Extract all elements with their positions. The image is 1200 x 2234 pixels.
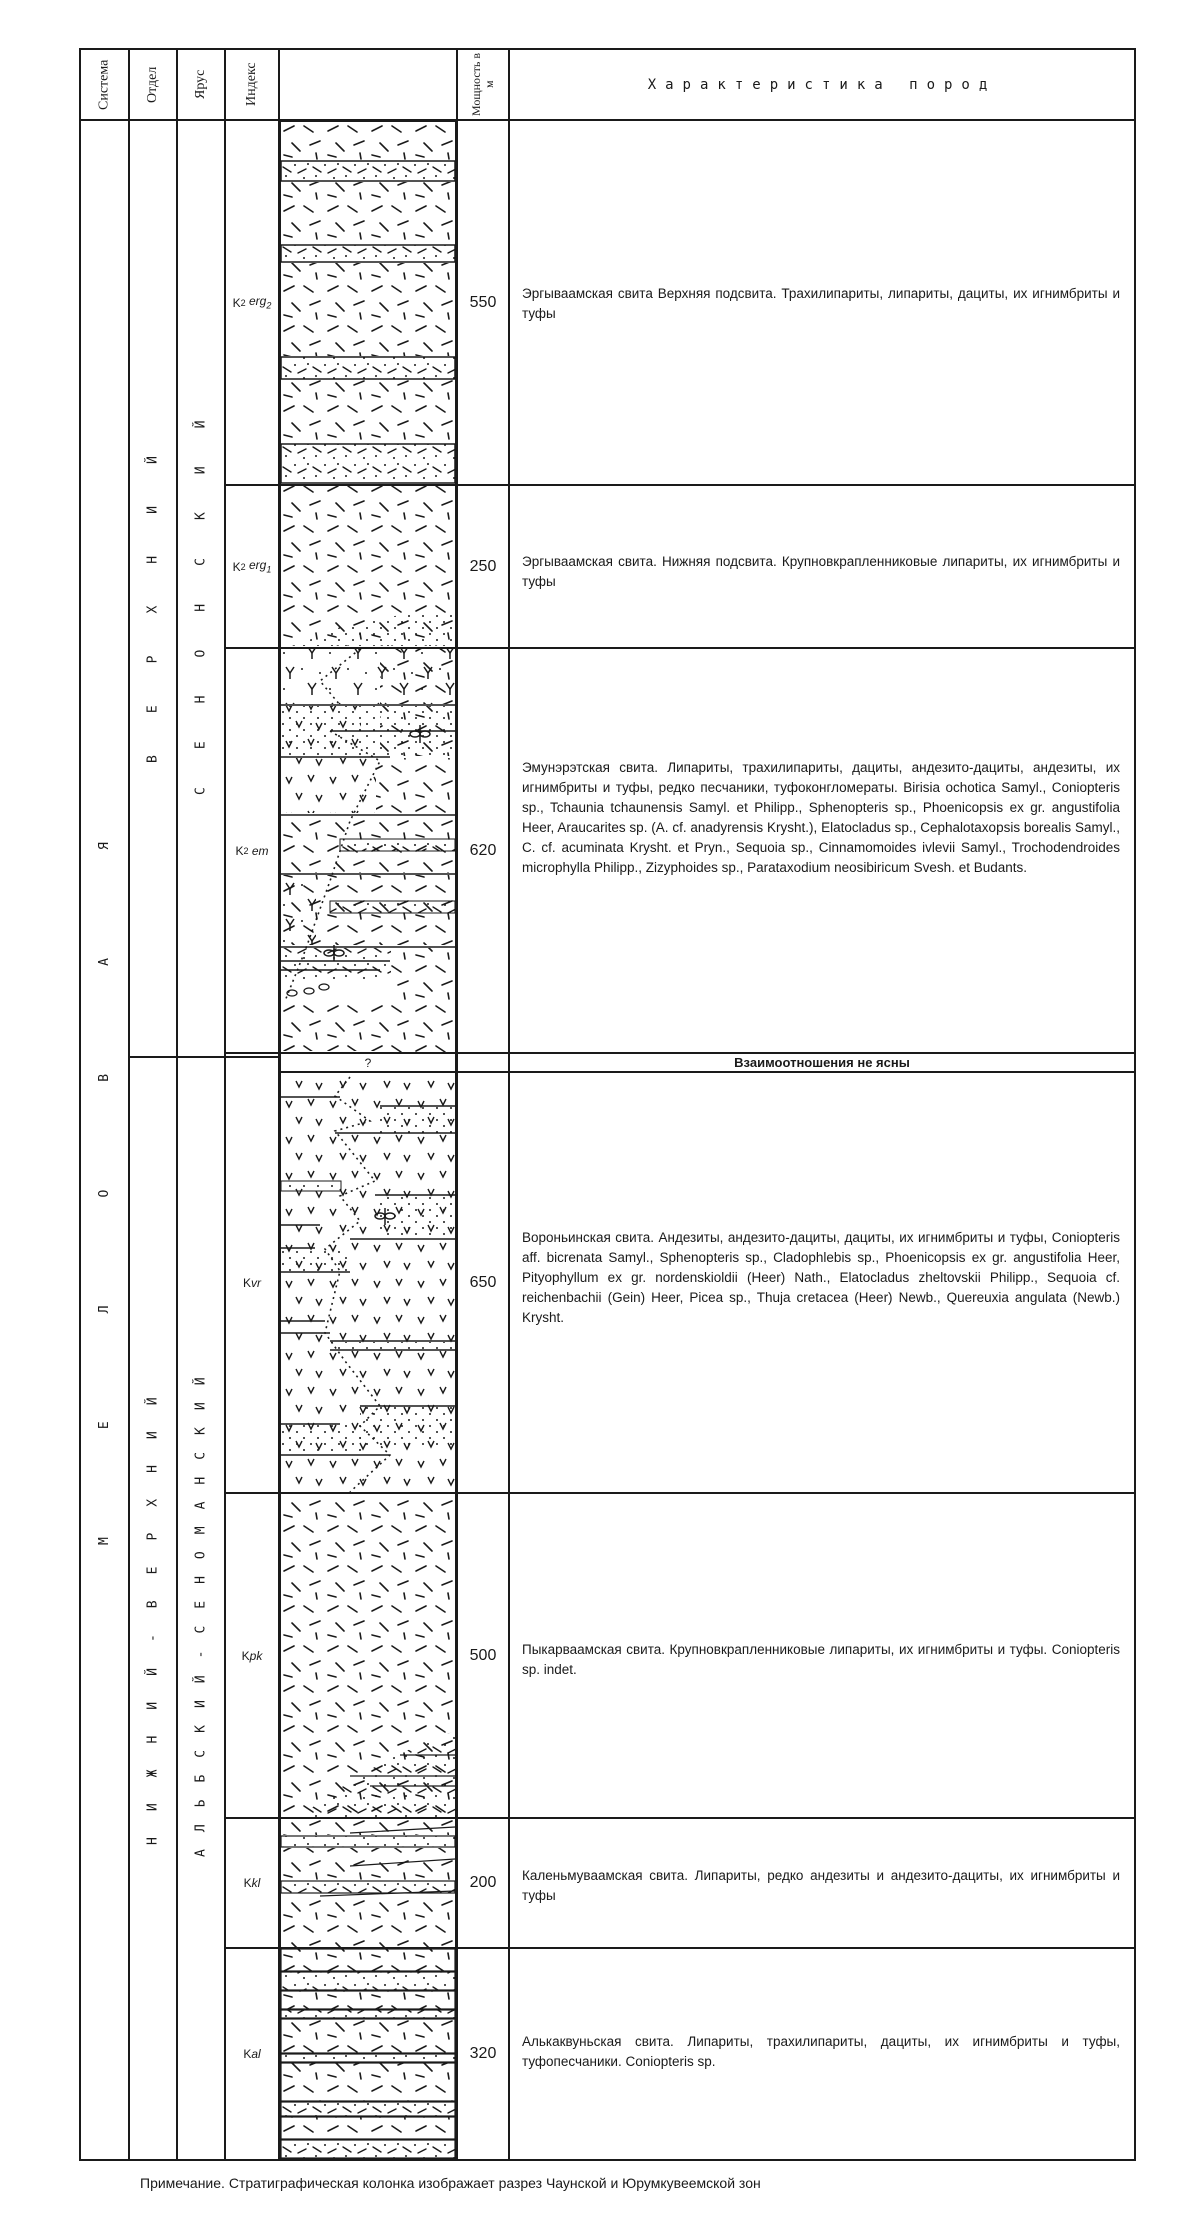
index-kal: K al [243,2047,261,2061]
index-kpk: K pk [241,1648,263,1663]
litho-kvr [280,1073,455,1492]
stage-label-albian-cenomanian: АЛЬБСКИЙ-СЕНОМАНСКИЙ [193,1360,209,1857]
description-kal: Алькаквуньская свита. Липариты, трахилипариты, дациты, их игнимбриты и туфы, туфопесчаники. Coniopteris sp. [522,2034,1120,2069]
series-label-lower-upper: НИЖНИЙ-ВЕРХНИЙ [145,1371,161,1846]
header-system: Система [96,59,112,110]
litho-kpk [281,1494,455,1817]
thickness-k2erg2: 550 [469,293,497,311]
col-divider-thickness [508,48,510,2161]
footnote: Примечание. Стратиграфическая колонка изображает разрез Чаунской и Юрумкувеемской зон [140,2175,761,2191]
description-kkl: Каленьмуваамская свита. Липариты, редко андезиты и андезито-дациты, их игнимбриты и туфы [522,1868,1120,1903]
relation-question-mark: ? [364,1055,372,1070]
relation-note: Взаимоотношения не ясны [734,1055,910,1070]
description-k2erg2: Эргываамская свита Верхняя подсвита. Трахилипариты, липариты, дациты, их игнимбриты и туфы [522,286,1120,321]
description-kvr: Вороньинская свита. Андезиты, андезито-дациты, дациты, их игнимбриты и туфы, Coniopteris aff. bicrenata Samyl., Sphenopteris sp., Cladophlebis sp., Phoenicopsis ex gr. angustifolia Heer, Pityophyllum ex gr. nordenskioldii (Heer) Nath., Elatocladus zheltovskii Philipp., Sequoia cf. reichenbachii (Gein) Heer, Picea sp., Thuja cretacea (Heer) Newb., Quereuxia angulata (Newb.) Krysht. [522,1230,1120,1325]
thickness-kal: 320 [469,2045,497,2062]
lithology-column [280,121,456,2159]
header-thickness: Мощность в м [469,52,496,117]
table-right-border [1134,48,1136,2161]
index-k2em: K 2 em [235,843,269,858]
series-label-upper: ВЕРХНИЙ [145,414,161,763]
description-kpk: Пыкарваамская свита. Крупновкрапленниковые липариты, их игнимбриты и туфы. Coniopteris sp. indet. [522,1642,1120,1677]
index-kvr: K vr [242,1275,261,1290]
header-description: Характеристика пород [647,76,997,93]
thickness-kpk: 500 [469,1646,497,1664]
litho-kkl [281,1819,455,1947]
conglomerate-icon [287,984,329,996]
thickness-k2em: 620 [469,841,497,859]
thickness-k2erg1: 250 [469,557,497,575]
description-k2erg1: Эргываамская свита. Нижняя подсвита. Крупновкрапленниковые липариты, их игнимбриты и туфы [522,554,1120,589]
litho-k2erg2 [281,122,455,483]
stage-label-senonian: СЕНОНСКИЙ [193,382,209,795]
table-bottom-border [79,2159,1136,2161]
header-stage: Ярус [193,69,208,100]
litho-k2erg1 [281,486,455,646]
litho-kal [281,1949,455,2158]
thickness-kkl: 200 [469,1874,497,1891]
description-k2em: Эмунэрэтская свита. Липариты, трахилипариты, дациты, андезито-дациты, андезиты, их игнимбриты и туфы, редко песчаники, туфоконгломераты. Birisia ochotica Samyl., Coniopteris sp., Tchaunia tchaunensis Samyl. et Philipp., Sphenopteris sp., Phoenicopsis ex gr. angustifolia Heer, Araucarites sp. (A. cf. anadyrensis Krysht.), Elatocladus sp., Cephalotaxopsis borealis Samyl., C. cf. acuminata Krysht. et Pryn., Sequoia sp., Cinnamomoides ivlevii Samyl., Trochodendroides microphylla Philipp., Zizyphoides sp., Parataxodium neosibiricum Svesh. et Budants. [522,760,1120,875]
index-kkl: K kl [243,1876,261,1890]
header-index: Индекс [244,62,259,107]
thickness-kvr: 650 [469,1273,497,1291]
litho-k2em [280,649,456,1052]
index-k2erg2: K 2 erg$_2$ [232,294,272,311]
header-series: Отдел [145,66,160,103]
system-label: МЕЛОВАЯ [97,734,112,1546]
index-k2erg1: K 2 erg$_1$ [232,558,272,575]
